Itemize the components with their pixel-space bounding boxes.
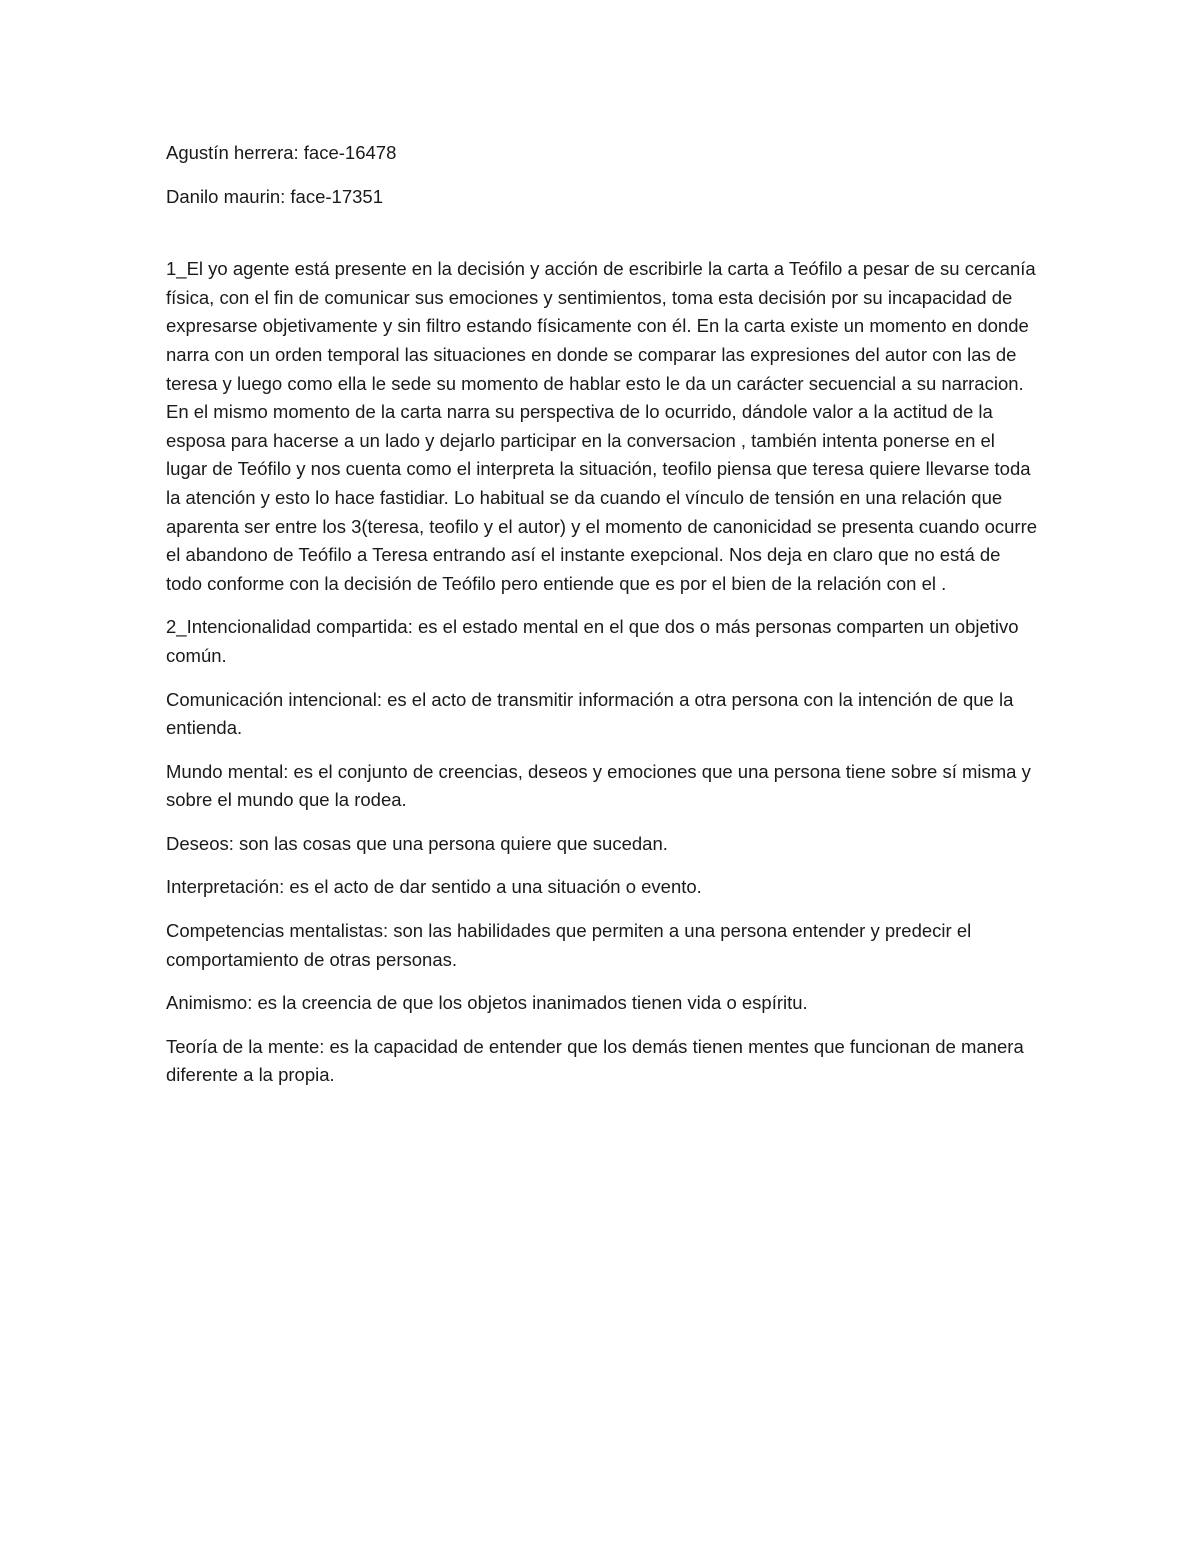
- definition-comunicacion-intencional: Comunicación intencional: es el acto de transmitir información a otra persona con la intención de que la entienda.: [166, 688, 1014, 739]
- author-line: Danilo maurin: face-17351: [166, 185, 383, 207]
- author-line: Agustín herrera: face-16478: [166, 142, 397, 163]
- document-body: [166, 139, 1038, 1105]
- definition-teoria-de-la-mente: Teoría de la mente: es la capacidad de entender que los demás tienen mentes que funcionan de manera diferente a la propia.: [166, 1035, 1024, 1086]
- definition-interpretacion: Interpretación: es el acto de dar sentido a una situación o evento.: [166, 876, 702, 898]
- definition-competencias-mentalistas: Competencias mentalistas: son las habilidades que permiten a una persona entender y predecir el comportamiento de otras personas.: [166, 920, 972, 970]
- definition-animismo: Animismo: es la creencia de que los objetos inanimados tienen vida o espíritu.: [166, 992, 808, 1014]
- definition-mundo-mental: Mundo mental: es el conjunto de creencias, deseos y emociones que una persona tiene sobre sí misma y sobre el mundo que la rodea.: [166, 760, 1031, 811]
- author-block: [166, 139, 1038, 211]
- paragraph-answer-1: 1_El yo agente está presente en la decisión y acción de escribirle la carta a Teófilo a pesar de su cercanía física, con el fin de comunicar sus emociones y sentimientos, toma esta decisión por su incapacidad de expresarse objetivamente y sin filtro estando físicamente con él. En la carta existe un momento en donde narra con un orden temporal las situaciones en donde se comparar las expresiones del autor con las de teresa y luego como ella le sede su momento de hablar esto le da un carácter secuencial a su narracion. En el mismo momento de la carta narra su perspectiva de lo ocurrido, dándole valor a la actitud de la esposa para hacerse a un lado y dejarlo participar en la conversacion , también intenta ponerse en el lugar de Teófilo y nos cuenta como el interpreta la situación, teofilo piensa que teresa quiere llevarse toda la atención y esto lo hace fastidiar. Lo habitual se da cuando el vínculo de tensión en una relación que aparenta ser entre los 3(teresa, teofilo y el autor) y el momento de canonicidad se presenta cuando ocurre el abandono de Teófilo a Teresa entrando así el instante exepcional. Nos deja en claro que no está de todo conforme con la decisión de Teófilo pero entiende que es por el bien de la relación con el .: [166, 258, 1038, 594]
- definition-deseos: Deseos: son las cosas que una persona quiere que sucedan.: [166, 832, 668, 854]
- definition-intencionalidad-compartida: 2_Intencionalidad compartida: es el estado mental en el que dos o más personas comparten un objetivo común.: [166, 616, 1019, 666]
